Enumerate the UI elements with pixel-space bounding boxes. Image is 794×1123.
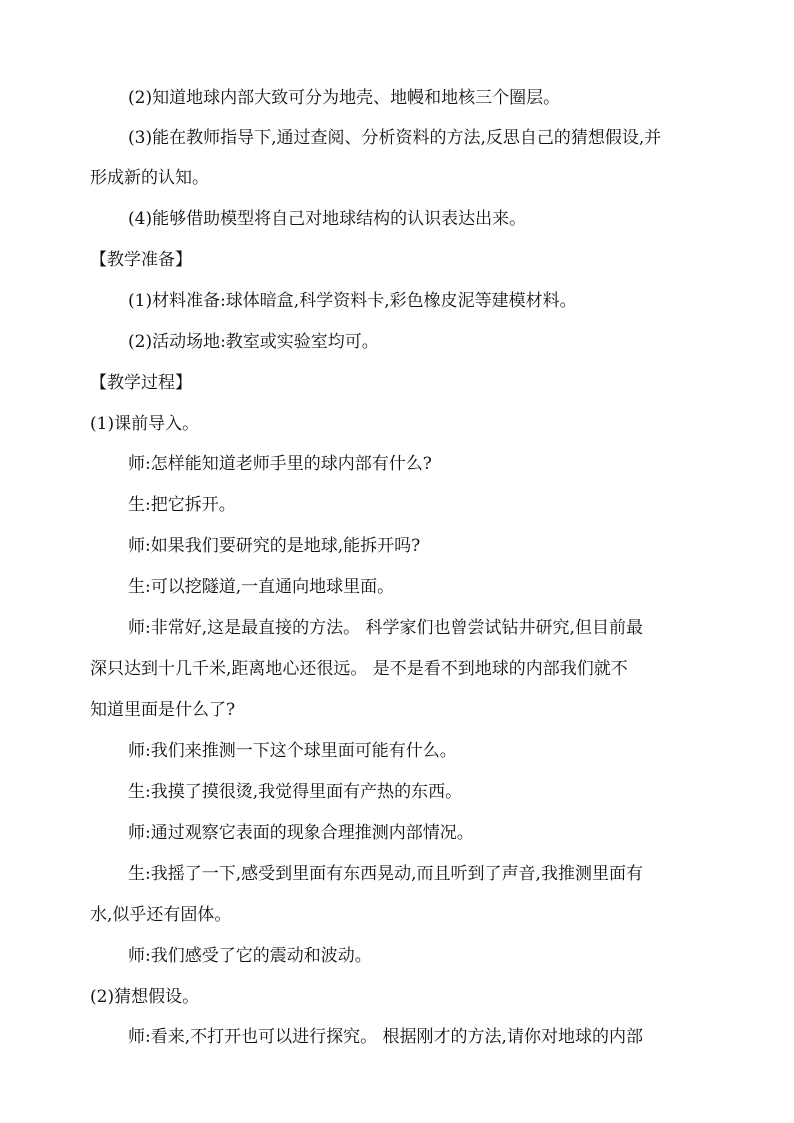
process-heading: 【教学过程】 bbox=[90, 373, 192, 393]
prep-heading: 【教学准备】 bbox=[90, 250, 192, 270]
dialogue-line-cont: 水,似乎还有固体。 bbox=[90, 905, 232, 925]
dialogue-line-cont: 深只达到十几千米,距离地心还很远。 是不是看不到地球的内部我们就不 bbox=[90, 659, 628, 679]
section-hypothesis: (2)猜想假设。 bbox=[90, 987, 200, 1007]
prep-venue: (2)活动场地:教室或实验室均可。 bbox=[128, 332, 379, 352]
dialogue-line: 师:如果我们要研究的是地球,能拆开吗? bbox=[128, 536, 421, 556]
dialogue-line: 师:看来,不打开也可以进行探究。 根据刚才的方法,请你对地球的内部 bbox=[128, 1027, 643, 1047]
goal-3-line-2: 形成新的认知。 bbox=[90, 168, 209, 188]
dialogue-line: 生:我摸了摸很烫,我觉得里面有产热的东西。 bbox=[128, 782, 463, 802]
dialogue-line: 师:怎样能知道老师手里的球内部有什么? bbox=[128, 454, 432, 474]
dialogue-line: 生:我摇了一下,感受到里面有东西晃动,而且听到了声音,我推测里面有 bbox=[128, 864, 643, 884]
section-intro: (1)课前导入。 bbox=[90, 414, 200, 434]
dialogue-line: 生:把它拆开。 bbox=[128, 495, 236, 515]
goal-4: (4)能够借助模型将自己对地球结构的认识表达出来。 bbox=[128, 209, 527, 229]
dialogue-line: 师:我们感受了它的震动和波动。 bbox=[128, 946, 372, 966]
dialogue-line: 师:通过观察它表面的现象合理推测内部情况。 bbox=[128, 823, 474, 843]
dialogue-line: 师:非常好,这是最直接的方法。 科学家们也曾尝试钻井研究,但目前最 bbox=[128, 618, 643, 638]
dialogue-line: 生:可以挖隧道,一直通向地球里面。 bbox=[128, 577, 395, 597]
goal-3-line-1: (3)能在教师指导下,通过查阅、分析资料的方法,反思自己的猜想假设,并 bbox=[128, 128, 662, 148]
dialogue-line: 师:我们来推测一下这个球里面可能有什么。 bbox=[128, 741, 457, 761]
goal-2: (2)知道地球内部大致可分为地壳、地幔和地核三个圈层。 bbox=[128, 88, 561, 108]
prep-materials: (1)材料准备:球体暗盒,科学资料卡,彩色橡皮泥等建模材料。 bbox=[128, 291, 577, 311]
dialogue-line-cont: 知道里面是什么了? bbox=[90, 700, 236, 720]
